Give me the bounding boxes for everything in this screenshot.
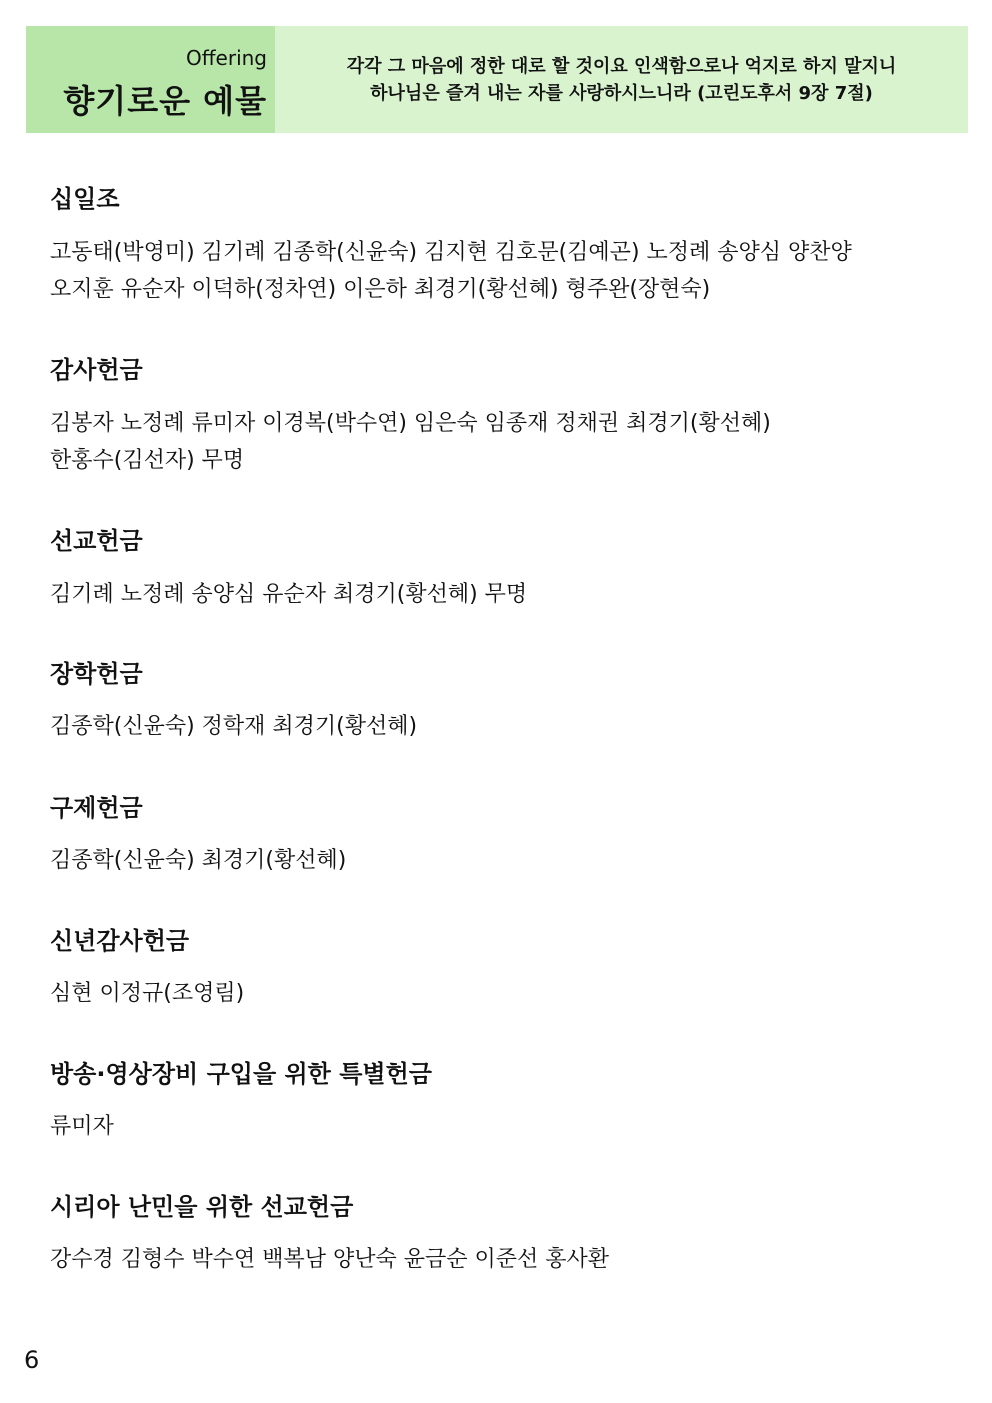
section-title-tithe: 십일조 [50,185,120,213]
donor-names: 김종학(신윤숙) 정학재 최경기(황선혜) [50,714,418,739]
offering-header [26,26,968,133]
donor-names: 김봉자 노정례 류미자 이경복(박수연) 임은숙 임종재 정채권 최경기(황선혜) [50,411,771,436]
header-title-box [26,26,275,133]
verse-line-1: 각각 그 마음에 정한 대로 할 것이요 인색함으로나 억지로 하지 말지니 [346,55,897,77]
section-title-broadcast-equipment: 방송·영상장비 구입을 위한 특별헌금 [50,1060,432,1088]
header-title: 향기로운 예물 [63,82,267,120]
section-title-relief: 구제헌금 [50,794,143,822]
donor-names: 오지훈 유순자 이덕하(정차연) 이은하 최경기(황선혜) 형주완(장현숙) [50,277,711,302]
section-title-thanksgiving: 감사헌금 [50,356,143,384]
donor-names: 심현 이정규(조영림) [50,981,245,1006]
donor-names: 한홍수(김선자) 무명 [50,448,245,473]
donor-names: 김기례 노정례 송양심 유순자 최경기(황선혜) 무명 [50,582,528,607]
donor-names: 김종학(신윤숙) 최경기(황선혜) [50,848,347,873]
section-title-mission: 선교헌금 [50,527,143,555]
donor-names: 고동태(박영미) 김기례 김종학(신윤숙) 김지현 김호문(김예곤) 노정례 송양심 양찬양 [50,240,852,265]
section-title-syria-refugee-mission: 시리아 난민을 위한 선교헌금 [50,1193,354,1221]
section-title-new-year-thanksgiving: 신년감사헌금 [50,927,190,955]
header-subtitle: Offering [186,46,267,70]
donor-names: 강수경 김형수 박수연 백복남 양난숙 윤금순 이준선 홍사환 [50,1247,610,1272]
page-number: 6 [24,1346,40,1374]
bible-verse-box [275,26,968,133]
donor-names: 류미자 [50,1114,114,1139]
verse-line-2: 하나님은 즐겨 내는 자를 사랑하시느니라 (고린도후서 9장 7절) [370,82,873,104]
section-title-scholarship: 장학헌금 [50,660,143,688]
